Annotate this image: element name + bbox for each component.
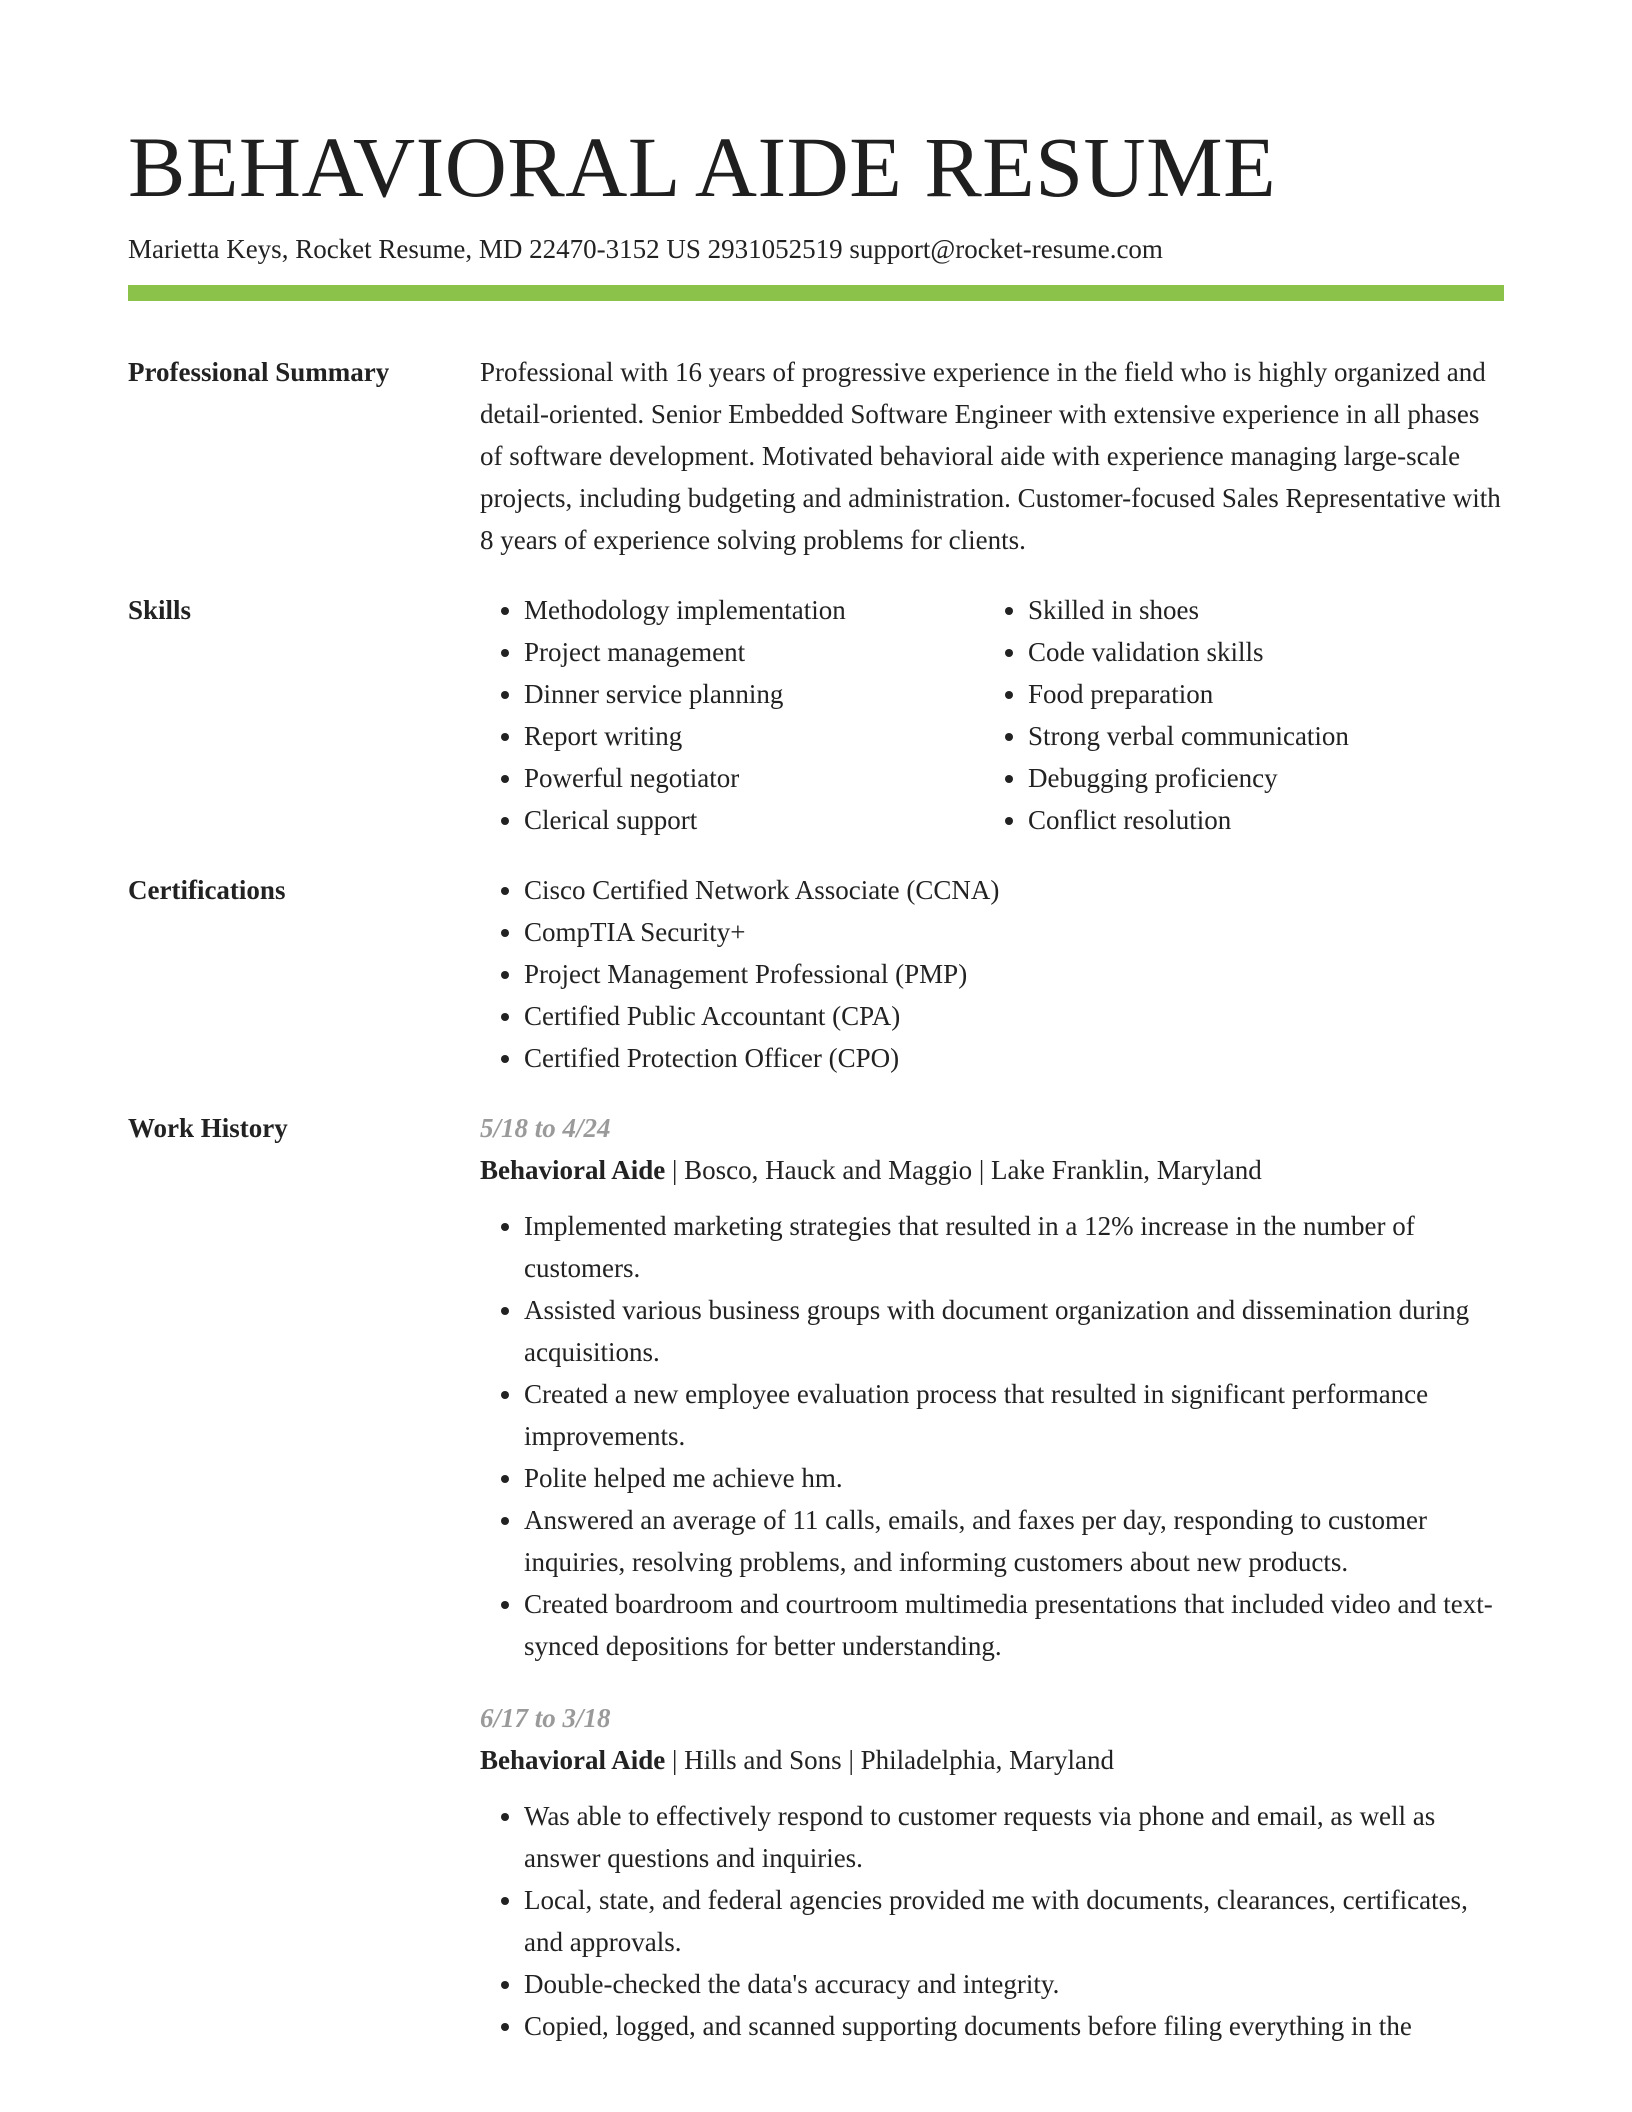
job-entry	[480, 1107, 1504, 1667]
certifications-list	[480, 869, 1504, 1079]
list-item: • Strong verbal communication	[1028, 715, 1488, 757]
list-item: • Skilled in shoes	[1028, 589, 1488, 631]
list-item: • Project Management Professional (PMP)	[524, 953, 1504, 995]
list-item: • Dinner service planning	[524, 673, 984, 715]
list-item: • Double-checked the data's accuracy and integrity.	[524, 1963, 1504, 2005]
section-label-skills: Skills	[128, 594, 192, 625]
list-item: • Code validation skills	[1028, 631, 1488, 673]
skills-list-left	[480, 589, 984, 841]
list-item: • Copied, logged, and scanned supporting documents before filing everything in the	[524, 2005, 1504, 2047]
accent-divider	[128, 285, 1504, 301]
section-label-summary: Professional Summary	[128, 356, 390, 387]
certifications-section	[128, 869, 1504, 1079]
list-item: • Created boardroom and courtroom multimedia presentations that included video and text-synced depositions for better understanding.	[524, 1583, 1504, 1667]
section-label-certifications: Certifications	[128, 874, 286, 905]
list-item: • Powerful negotiator	[524, 757, 984, 799]
list-item: • Certified Public Accountant (CPA)	[524, 995, 1504, 1037]
list-item: • Polite helped me achieve hm.	[524, 1457, 1504, 1499]
list-item: • CompTIA Security+	[524, 911, 1504, 953]
list-item: • Implemented marketing strategies that resulted in a 12% increase in the number of customers.	[524, 1205, 1504, 1289]
job-dates: 5/18 to 4/24	[480, 1112, 611, 1143]
section-label-work-history: Work History	[128, 1112, 288, 1143]
list-item: • Created a new employee evaluation process that resulted in significant performance improvements.	[524, 1373, 1504, 1457]
summary-section	[128, 351, 1504, 561]
list-item: • Food preparation	[1028, 673, 1488, 715]
job-bullets	[480, 1795, 1504, 2047]
resume-page	[128, 120, 1504, 2105]
list-item: • Report writing	[524, 715, 984, 757]
job-title: Behavioral Aide	[480, 1154, 666, 1185]
list-item: • Project management	[524, 631, 984, 673]
list-item: • Was able to effectively respond to customer requests via phone and email, as well as answer questions and inquiries.	[524, 1795, 1504, 1879]
job-details: | Bosco, Hauck and Maggio | Lake Franklin, Maryland	[665, 1154, 1262, 1185]
list-item: • Debugging proficiency	[1028, 757, 1488, 799]
contact-line: Marietta Keys, Rocket Resume, MD 22470-3152 US 2931052519 support@rocket-resume.com	[128, 233, 1163, 264]
summary-text: Professional with 16 years of progressive experience in the field who is highly organized and detail-oriented. Senior Embedded Software Engineer with extensive experience in all phases of software development. Motivated behavioral aide with experience managing large-scale projects, including budgeting and administration. Customer-focused Sales Representative with 8 years of experience solving problems for clients.	[480, 356, 1501, 555]
list-item: • Clerical support	[524, 799, 984, 841]
list-item: • Certified Protection Officer (CPO)	[524, 1037, 1504, 1079]
list-item: • Assisted various business groups with document organization and dissemination during acquisitions.	[524, 1289, 1504, 1373]
job-bullets	[480, 1205, 1504, 1667]
skills-list-right	[984, 589, 1488, 841]
job-details: | Hills and Sons | Philadelphia, Maryland	[665, 1744, 1115, 1775]
resume-title: BEHAVIORAL AIDE RESUME	[128, 119, 1277, 215]
job-entry	[480, 1697, 1504, 2047]
job-header	[480, 1739, 1504, 1781]
list-item: • Methodology implementation	[524, 589, 984, 631]
list-item: • Cisco Certified Network Associate (CCNA)	[524, 869, 1504, 911]
work-history-section	[128, 1107, 1504, 2077]
job-header	[480, 1149, 1504, 1191]
list-item: • Conflict resolution	[1028, 799, 1488, 841]
list-item: • Answered an average of 11 calls, emails, and faxes per day, responding to customer inquiries, resolving problems, and informing customers about new products.	[524, 1499, 1504, 1583]
job-title: Behavioral Aide	[480, 1744, 666, 1775]
list-item: • Local, state, and federal agencies provided me with documents, clearances, certificates, and approvals.	[524, 1879, 1504, 1963]
job-dates: 6/17 to 3/18	[480, 1702, 611, 1733]
skills-section	[128, 589, 1504, 841]
